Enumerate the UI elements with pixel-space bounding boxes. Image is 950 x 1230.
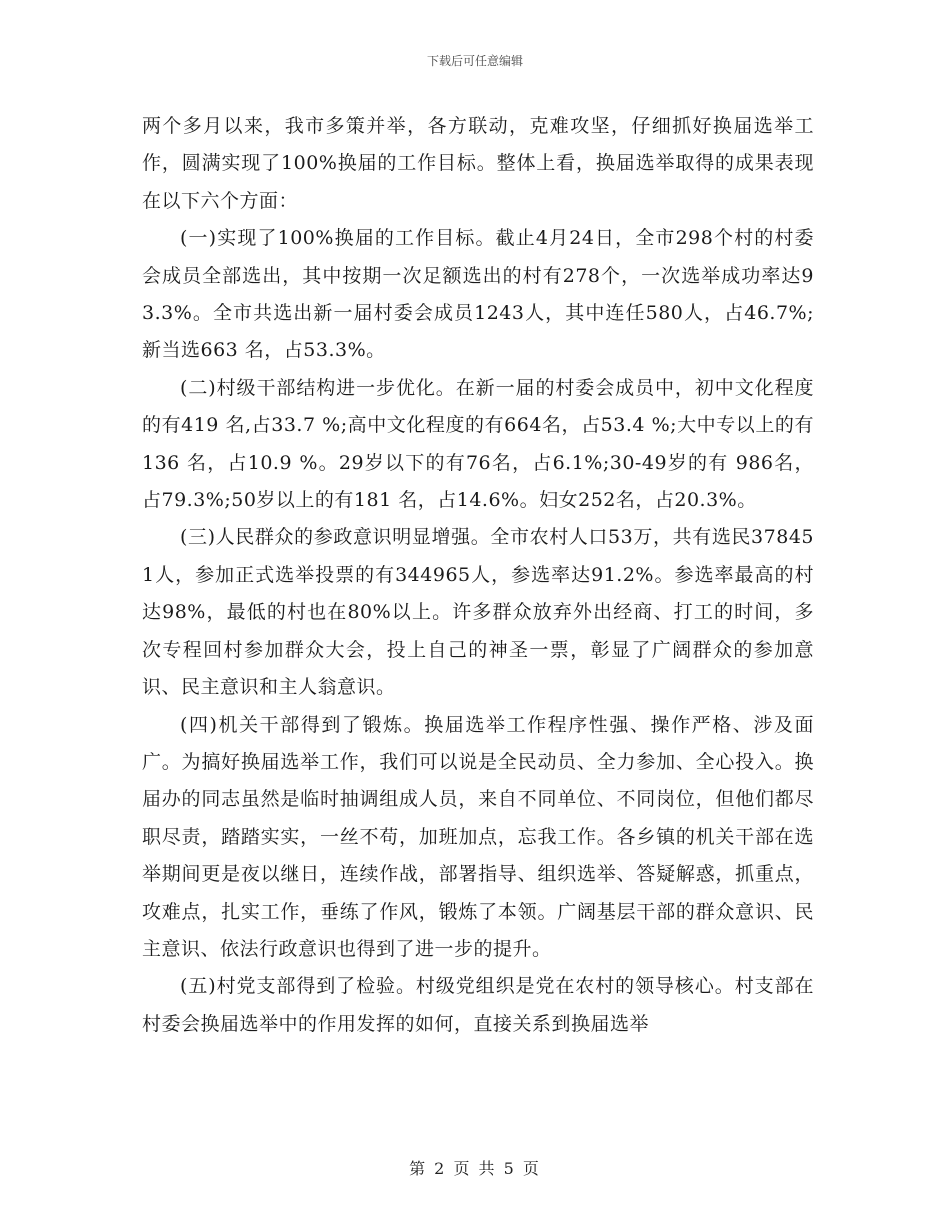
paragraph-section-1: (一)实现了100%换届的工作目标。截止4月24日，全市298个村的村委会成员全部选出，其中按期一次足额选出的村有278个，一次选举成功率达93.3%。全市共选出新一届村委会成员1243人，其中连任580人，占46.7%;新当选663 名，占53.3%。 (142, 227, 814, 362)
paragraph-section-4: (四)机关干部得到了锻炼。换届选举工作程序性强、操作严格、涉及面广。为搞好换届选举工作，我们可以说是全民动员、全力参加、全心投入。换届办的同志虽然是临时抽调组成人员，来自不同单位、不同岗位，但他们都尽职尽责，踏踏实实，一丝不苟，加班加点，忘我工作。各乡镇的机关干部在选举期间更是夜以继日，连续作战，部署指导、组织选举、答疑解惑，抓重点，攻难点，扎实工作，垂练了作风，锻炼了本领。广阔基层干部的群众意识、民主意识、依法行政意识也得到了进一步的提升。 (142, 713, 814, 960)
paragraph-section-2: (二)村级干部结构进一步优化。在新一届的村委会成员中，初中文化程度的有419 名,占33.7 %;高中文化程度的有664名，占53.4 %;大中专以上的有136 名，占10.9 %。29岁以下的有76名，占6.1%;30-49岁的有 986名，占79.3%;50岁以上的有181 名，占14.6%。妇女252名，占20.3%。 (142, 376, 814, 512)
page-number: 第 2 页 共 5 页 (409, 1159, 541, 1178)
header-note: 下载后可任意编辑 (426, 54, 523, 68)
paragraph-intro: 两个多月以来，我市多策并举，各方联动，克难攻坚，仔细抓好换届选举工作，圆满实现了100%换届的工作目标。整体上看，换届选举取得的成果表现在以下六个方面： (142, 115, 814, 212)
paragraph-section-3: (三)人民群众的参政意识明显增强。全市农村人口53万，共有选民378451人，参加正式选举投票的有344965人，参选率达91.2%。参选率最高的村达98%，最低的村也在80%以上。许多群众放弃外出经商、打工的时间，多次专程回村参加群众大会，投上自己的神圣一票，彰显了广阔群众的参加意识、民主意识和主人翁意识。 (142, 526, 814, 699)
document-body (142, 108, 814, 1043)
paragraph-section-5: (五)村党支部得到了检验。村级党组织是党在农村的领导核心。村支部在村委会换届选举中的作用发挥的如何，直接关系到换届选举 (142, 975, 814, 1035)
